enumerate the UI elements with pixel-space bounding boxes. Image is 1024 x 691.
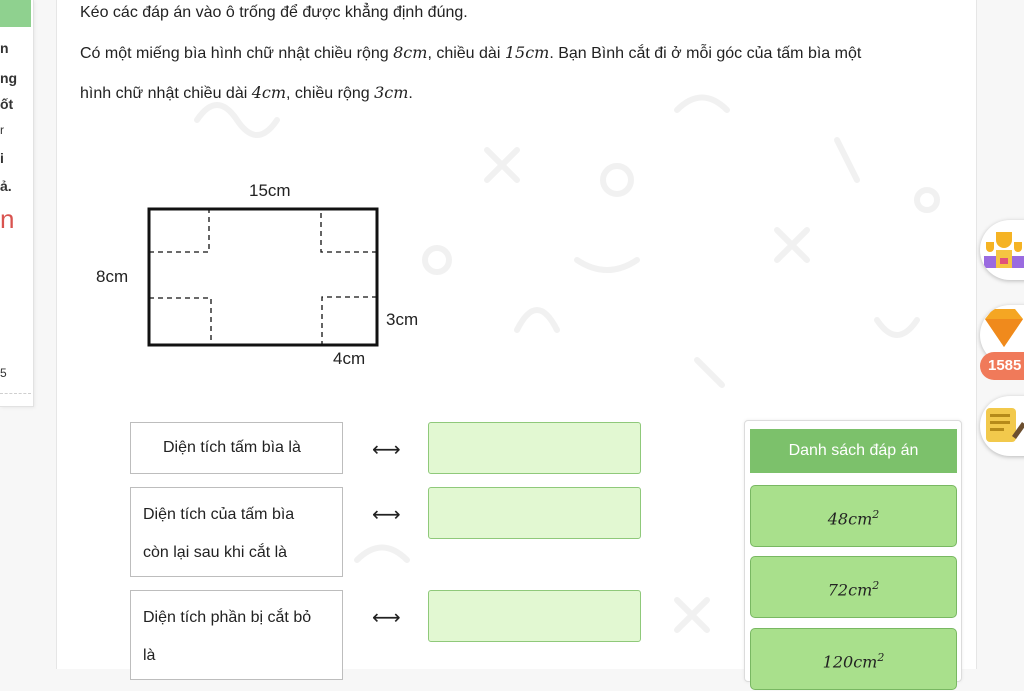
score-badge: 1585 xyxy=(980,352,1024,380)
sidebar-fragment: ng xyxy=(0,70,18,86)
question-card xyxy=(56,0,977,672)
gem-icon xyxy=(980,305,1024,355)
sidebar-fragment: n xyxy=(0,204,15,234)
arrow-icon: ⟷ xyxy=(372,504,401,526)
trophy-icon xyxy=(980,220,1024,280)
figure-bottom-label: 4cm xyxy=(333,349,366,368)
figure-top-label: 15cm xyxy=(249,181,291,200)
leaderboard-button[interactable] xyxy=(980,220,1024,280)
answer-chip[interactable]: $48cm^2$ xyxy=(750,485,957,547)
sidebar-fragment: 5 xyxy=(0,366,7,380)
prompt-cut-area: Diện tích phần bị cắt bỏ là xyxy=(130,590,343,680)
answer-list-panel xyxy=(744,420,962,682)
scroll-icon xyxy=(980,396,1024,456)
sidebar-divider xyxy=(0,393,31,394)
answer-list-header: Danh sách đáp án xyxy=(750,429,957,473)
sidebar-fragment: ốt xyxy=(0,96,14,112)
figure-left-label: 8cm xyxy=(96,267,129,286)
left-sidebar xyxy=(0,0,34,407)
sidebar-fragment: i xyxy=(0,150,4,166)
prompt-total-area: Diện tích tấm bìa là xyxy=(130,422,343,474)
notes-button[interactable] xyxy=(980,396,1024,456)
figure-right-label: 3cm xyxy=(386,310,419,329)
prompt-remaining-area: Diện tích của tấm bìa còn lại sau khi cắt là xyxy=(130,487,343,577)
arrow-icon: ⟷ xyxy=(372,439,401,461)
answer-chip[interactable]: $72cm^2$ xyxy=(750,556,957,618)
problem-line-1: Có một miếng bìa hình chữ nhật chiều rộng 8cm, chiều dài 15cm. Bạn Bình cắt đi ở mỗi góc của tấm bìa một xyxy=(80,43,862,62)
drop-zone-2[interactable] xyxy=(428,487,641,539)
drop-zone-1[interactable] xyxy=(428,422,641,474)
sidebar-fragment: n xyxy=(0,40,9,56)
arrow-icon: ⟷ xyxy=(372,607,401,629)
answer-chip[interactable]: $120cm^2$ xyxy=(750,628,957,690)
sidebar-fragment: ả. xyxy=(0,178,12,194)
sidebar-fragment: r xyxy=(0,123,4,137)
instruction-text: Kéo các đáp án vào ô trống để được khẳng định đúng. xyxy=(80,4,468,21)
drop-zone-3[interactable] xyxy=(428,590,641,642)
problem-line-2: hình chữ nhật chiều dài 4cm, chiều rộng 3cm. xyxy=(80,83,413,102)
sidebar-active-tab[interactable] xyxy=(0,0,31,27)
